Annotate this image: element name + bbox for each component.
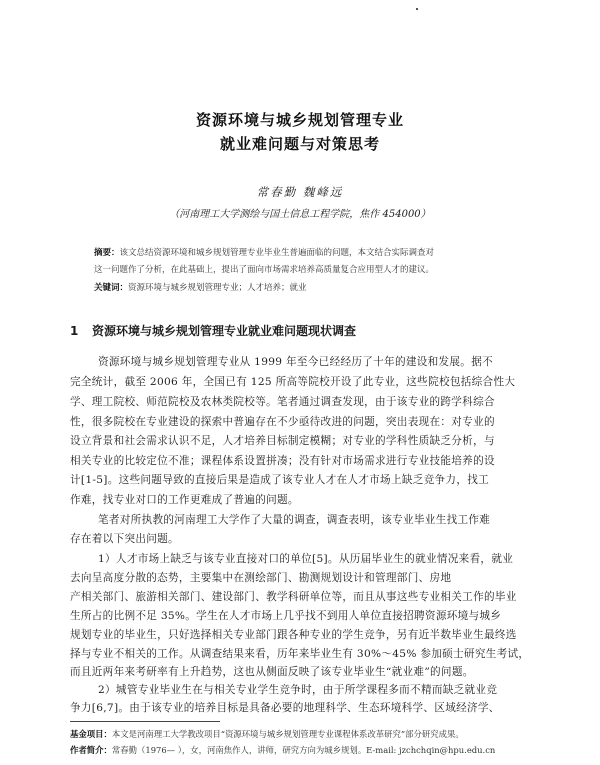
body-line: 2）城管专业毕业生在与相关专业学生竞争时，由于所学课程多而不精而缺乏就业竞 (98, 684, 498, 696)
affiliation: （河南理工大学测绘与国土信息工程学院，焦作 454000） (169, 209, 431, 220)
abstract (94, 246, 506, 261)
body-line: 性，很多院校在专业建设的探索中普遍存在不少亟待改进的问题，突出表现在：对专业的 (70, 416, 495, 428)
footnote-fund-label: 基金项目： (70, 729, 112, 739)
abstract-cont (94, 263, 506, 278)
keywords-label: 关键词： (94, 283, 129, 293)
body-line: 争力[6,7]。由于该专业的培养目标是具备必要的地理科学、生态环境科学、区域经济学、 (70, 702, 500, 714)
keywords (94, 281, 506, 296)
section-number: 1 (70, 324, 79, 338)
body-line: 而且近两年来考研率有上升趋势，这也从侧面反映了该专业毕业生“就业难”的问题。 (70, 666, 474, 678)
footnote-fund-text: 本文是河南理工大学教改项目“资源环境与城乡规划管理专业课程体系改革研究”部分研究成果。 (111, 729, 464, 739)
body-line: 1）人才市场上缺乏与该专业直接对口的单位[5]。从历届毕业生的就业情况来看，就业 (98, 553, 514, 565)
body-line: 计[1-5]。这些问题导致的直接后果是造成了该专业人才在人才市场上缺乏竞争力，找工 (70, 474, 489, 486)
scan-speck (416, 8, 418, 10)
abstract-text-2: 这一问题作了分析，在此基础上，提出了面向市场需求培养高质量复合应用型人才的建议。 (94, 265, 435, 275)
body-line: 资源环境与城乡规划管理专业从 1999 年至今已经经历了十年的建设和发展。据不 (98, 356, 493, 368)
body-line: 相关专业的比较定位不准；课程体系设置拼凑；没有针对市场需求进行专业技能培养的设 (70, 455, 495, 467)
footnote-author-label: 作者简介： (70, 745, 112, 755)
paper-title-line1: 资源环境与城乡规划管理专业 (195, 111, 404, 129)
body-line: 完全统计，截至 2006 年，全国已有 125 所高等院校开设了此专业，这些院校包括综合性大 (70, 376, 516, 388)
body-line: 生所占的比例不足 35%。学生在人才市场上几乎找不到用人单位直接招聘资源环境与城乡 (70, 610, 502, 622)
body-line: 产相关部门、旅游相关部门、建设部门、教学科研单位等，而且从事这些专业相关工作的毕业 (70, 591, 517, 603)
keywords-text: 资源环境与城乡规划管理专业；人才培养；就业 (128, 283, 307, 293)
footnote-fund (70, 728, 540, 740)
footnote-author-text: 常春勤（1976— ），女，河南焦作人，讲师，研究方向为城乡规划。E-mail: jzchchqin@hpu.edu.cn (111, 745, 496, 755)
body-line: 择与专业不相关的工作。从调查结果来看，历年来毕业生有 30%～45% 参加硕士研究生考试， (70, 648, 530, 660)
footnote-rule (70, 721, 220, 722)
abstract-text-1: 该文总结资源环境和城乡规划管理专业毕业生普遍面临的问题，本文结合实际调查对 (119, 248, 435, 258)
body-line: 学、理工院校、师范院校及农林类院校等。笔者通过调查发现，由于该专业的跨学科综合 (70, 396, 495, 408)
authors: 常春勤 魏峰远 (256, 185, 344, 199)
abstract-label: 摘要： (94, 248, 120, 258)
section-title: 资源环境与城乡规划管理专业就业难问题现状调查 (92, 324, 357, 338)
paper-title-line2: 就业难问题与对策思考 (219, 135, 380, 153)
body-line: 笔者对所执教的河南理工大学作了大量的调查，调查表明，该专业毕业生找工作难 (98, 514, 491, 526)
body-line: 存在着以下突出问题。 (70, 533, 179, 545)
section-heading (70, 322, 356, 339)
body-line: 设立背景和社会需求认识不足，人才培养目标制定模糊；对专业的学科性质缺乏分析，与 (70, 435, 495, 447)
footnote-author (70, 744, 540, 756)
body-line: 去向呈高度分散的态势，主要集中在测绘部门、勘测规划设计和管理部门、房地 (70, 572, 452, 584)
body-line: 作难，找专业对口的工作更难成了普遍的问题。 (70, 494, 299, 506)
body-line: 规划专业的毕业生，只好选择相关专业部门跟各种专业的学生竞争，另有近半数毕业生最终选 (70, 629, 517, 641)
